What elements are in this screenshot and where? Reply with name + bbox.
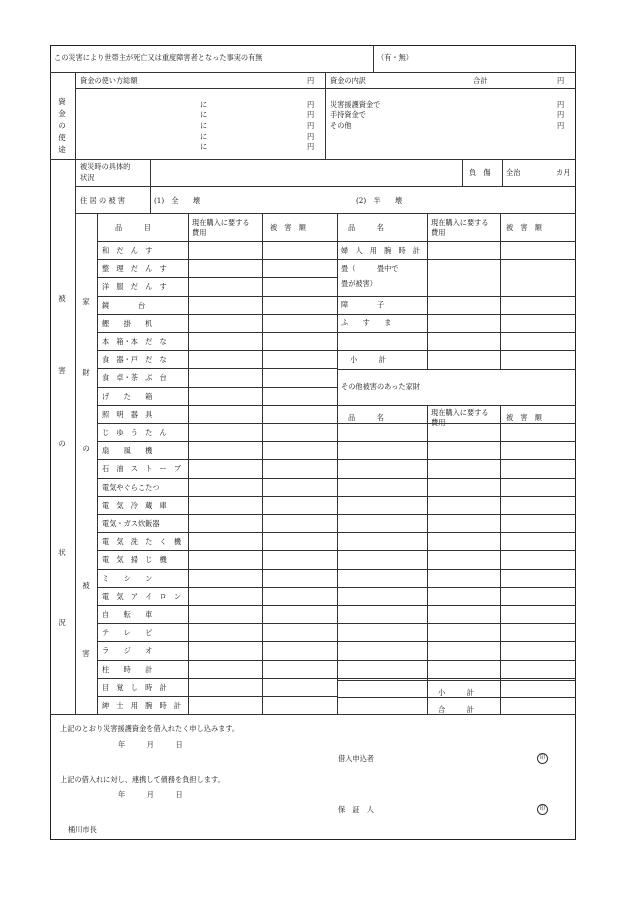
household-item-label: 電気やぐらこたつ <box>102 482 160 492</box>
breakdown-yen: 円 <box>557 110 565 119</box>
right-lower-row-line <box>337 678 576 679</box>
col-item-right: 品 名 <box>348 223 384 232</box>
usage-line-prefix: に <box>200 142 208 151</box>
right-subtotal-line <box>337 680 576 681</box>
breakdown-label: 資金の内訳 <box>330 76 366 85</box>
applicant-label: 借入申込者 <box>338 754 374 763</box>
table-row-line <box>97 441 337 442</box>
recovery-label: 全治 <box>506 168 521 177</box>
right-lower-row-line <box>337 660 576 661</box>
usage-line-yen: 円 <box>307 110 315 119</box>
house-option-half[interactable]: (2) 半 壊 <box>356 196 403 205</box>
table-row-line <box>97 459 337 460</box>
right-lower-row-line <box>337 569 576 570</box>
col-damage-right: 被 害 額 <box>506 223 542 232</box>
usage-line-prefix: に <box>200 110 208 119</box>
other-goods-label: その他被害のあった家財 <box>341 382 420 391</box>
funds-label-char: 使 <box>58 133 66 142</box>
col-item-left: 品 目 <box>115 223 151 232</box>
damage-label-char: の <box>58 439 66 448</box>
right-lower-row-line <box>337 641 576 642</box>
right-row-line <box>337 296 576 297</box>
table-row-line <box>97 350 337 351</box>
household-item-label: 鏡 台 <box>102 300 146 310</box>
household-item-label: 柱 時 計 <box>102 664 153 674</box>
household-item-label: 電 気 ア イ ロ ン <box>102 591 182 601</box>
col-cost-right-2: 費用 <box>431 228 446 237</box>
right-row-line <box>337 332 576 333</box>
household-item-label: げ た 箱 <box>102 391 153 401</box>
table-row-line <box>97 368 337 369</box>
situation-label-2: 状況 <box>80 173 95 182</box>
damage-label-char: 況 <box>58 618 66 627</box>
table-row-line <box>97 277 337 278</box>
table-row-line <box>97 532 337 533</box>
household-item-label: 自 転 車 <box>102 610 153 619</box>
household-label-char: 害 <box>82 649 90 658</box>
col-item-right-lower: 品 名 <box>348 413 384 422</box>
right-item-label-tatami2: 畳が被害） <box>341 279 377 288</box>
table-row-line <box>97 314 337 315</box>
damage-label-char: 被 <box>58 294 66 303</box>
right-lower-row-line <box>337 496 576 497</box>
applicant-seal <box>537 753 548 764</box>
household-item-label: 本 箱・本 だ な <box>102 337 167 346</box>
funds-label-char: 資 <box>58 97 66 106</box>
table-row-line <box>97 641 337 642</box>
household-item-label: 電 気 洗 た く 機 <box>102 537 182 547</box>
household-item-label: じ ゆ う た ん <box>102 428 167 437</box>
usage-line-prefix: に <box>200 121 208 130</box>
damage-label-char: 状 <box>58 548 66 557</box>
table-row-line <box>97 550 337 551</box>
household-item-label: 電 気 冷 蔵 庫 <box>102 500 167 510</box>
household-item-label: ラ ジ オ <box>102 646 153 656</box>
household-label-char: 家 <box>82 297 90 306</box>
household-item-label: ミ シ ン <box>102 573 153 583</box>
table-header-line <box>97 241 576 242</box>
right-lower-row-line <box>337 441 576 442</box>
household-label-char: の <box>82 444 90 453</box>
household-item-label: テ レ ビ <box>102 628 153 638</box>
right-item-label: 障 子 <box>341 300 385 309</box>
breakdown-total-label: 合計 <box>473 76 488 85</box>
usage-line-yen: 円 <box>307 121 315 130</box>
household-item-label: 扇 風 機 <box>102 446 153 456</box>
household-item-label: 目 覚 し 時 計 <box>102 682 167 692</box>
right-lower-row-line <box>337 550 576 551</box>
applicant-seal-mark: 印 <box>537 753 548 764</box>
right-lower-row-line <box>337 514 576 515</box>
col-cost-left-1: 現在購入に要する <box>192 218 250 227</box>
situation-label-1: 被災時の具体的 <box>80 162 131 171</box>
death-answer: （有・無） <box>377 53 413 62</box>
right-item-label: 畳（ 畳中で <box>341 264 399 273</box>
house-damage-label: 住 居 の 被 害 <box>80 196 126 205</box>
guarantor-seal-mark: 印 <box>537 804 548 815</box>
right-row-line <box>337 350 576 351</box>
col-cost-right-lower-1: 現在購入に要する <box>431 408 489 417</box>
table-row-line <box>97 496 337 497</box>
table-row-line <box>97 678 337 679</box>
household-item-label: 整 理 だ ん す <box>102 264 167 274</box>
table-row-line <box>97 405 337 406</box>
col-damage-left: 被 害 額 <box>270 223 306 232</box>
usage-line-yen: 円 <box>307 100 315 109</box>
lower-subtotal-label: 小 計 <box>438 688 474 697</box>
right-item-label: ふ す ま <box>341 318 392 327</box>
usage-total-label: 資金の使い方総額 <box>80 76 138 85</box>
usage-line-prefix: に <box>200 100 208 109</box>
table-row-line <box>97 660 337 661</box>
breakdown-item: その他 <box>330 121 352 130</box>
household-item-label: 電 気 掃 じ 機 <box>102 555 167 565</box>
usage-total-yen: 円 <box>307 76 315 85</box>
guarantor-label: 保 証 人 <box>338 805 374 814</box>
funds-label-char: 金 <box>58 109 66 118</box>
right-lower-row-line <box>337 478 576 479</box>
right-lower-row-line <box>337 623 576 624</box>
household-item-label: 洋 服 だ ん す <box>102 282 167 292</box>
household-item-label: 食 器・戸 だ な <box>102 355 167 365</box>
right-lower-row-line <box>337 423 576 424</box>
damage-label-char: 害 <box>58 366 66 375</box>
table-row-line <box>97 259 337 260</box>
breakdown-item: 災害援護資金で <box>330 100 381 109</box>
table-row-line <box>97 696 337 697</box>
col-damage-right-lower: 被 害 額 <box>506 413 542 422</box>
apply-text: 上記のとおり災害援護資金を借入れたく申し込みます。 <box>60 724 240 733</box>
right-lower-row-line <box>337 532 576 533</box>
house-option-full[interactable]: (1) 全 壊 <box>154 196 201 205</box>
months-label: カ月 <box>556 168 571 177</box>
breakdown-yen: 円 <box>557 121 565 130</box>
injury-label: 負 傷 <box>469 168 491 177</box>
right-lower-row-line <box>337 605 576 606</box>
table-row-line <box>97 569 337 570</box>
table-row-line <box>97 332 337 333</box>
col-cost-right-1: 現在購入に要する <box>431 218 489 227</box>
household-item-label: 和 だ ん す <box>102 246 153 255</box>
household-item-label: 石 油 ス ト ー ブ <box>102 464 182 474</box>
household-label-char: 財 <box>82 368 90 377</box>
household-item-label: 電気・ガス炊飯器 <box>102 519 160 528</box>
table-row-line <box>97 296 337 297</box>
table-row-line <box>97 605 337 606</box>
table-row-line <box>97 587 337 588</box>
guarantor-seal <box>537 804 548 815</box>
right-lower-row-line <box>337 459 576 460</box>
col-cost-right-lower-2: 費用 <box>431 418 446 427</box>
funds-label-char: 途 <box>58 145 66 154</box>
usage-line-prefix: に <box>200 132 208 141</box>
household-item-label: 食 卓・茶 ぶ 台 <box>102 373 167 383</box>
breakdown-total-yen: 円 <box>557 76 565 85</box>
usage-line-yen: 円 <box>307 142 315 151</box>
breakdown-yen: 円 <box>557 100 565 109</box>
right-lower-row-line <box>337 587 576 588</box>
right-row-line <box>337 259 576 260</box>
right-total-line <box>337 697 576 698</box>
table-row-line <box>97 387 337 388</box>
guarantee-date: 年 月 日 <box>118 790 183 799</box>
right-subtotal-label: 小 計 <box>350 355 386 364</box>
household-item-label: 鰹 掛 机 <box>102 318 153 328</box>
household-item-label: 紳 士 用 腕 時 計 <box>102 701 182 710</box>
breakdown-item: 手持資金で <box>330 110 366 119</box>
table-row-line <box>97 478 337 479</box>
usage-line-yen: 円 <box>307 132 315 141</box>
col-cost-left-2: 費用 <box>192 228 207 237</box>
mayor-label: 桶川市長 <box>68 825 97 834</box>
table-row-line <box>97 423 337 424</box>
right-item-label: 婦 人 用 腕 時 計 <box>341 246 421 255</box>
funds-label-char: の <box>58 121 66 130</box>
right-row-line <box>337 314 576 315</box>
table-row-line <box>97 623 337 624</box>
household-label-char: 被 <box>82 581 90 590</box>
apply-date: 年 月 日 <box>118 740 183 749</box>
grand-total-label: 合 計 <box>438 705 474 714</box>
guarantee-text: 上記の借入れに対し、連携して債務を負担します。 <box>60 775 225 784</box>
table-row-line <box>97 514 337 515</box>
death-question: この災害により世帯主が死亡又は重度障害者となった事実の有無 <box>54 53 263 62</box>
table-row-line <box>97 714 337 715</box>
household-item-label: 照 明 器 具 <box>102 409 153 419</box>
